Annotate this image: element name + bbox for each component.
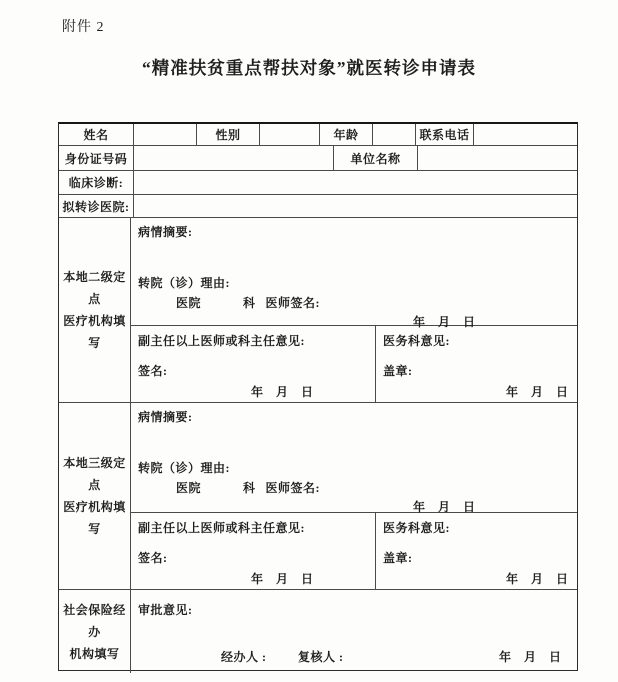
handler-label: 经办人 : [221,650,267,664]
date-label: 年 月 日 [251,572,314,586]
id-number-label: 身份证号码 [59,146,134,170]
secondary-side-label-line1: 本地二级定点 [63,270,126,306]
chief-opinion-label: 副主任以上医师或科主任意见: [138,334,305,348]
insurance-approval-cell [131,590,577,673]
secondary-chief-opinion-cell [131,326,376,402]
condition-summary-label: 病情摘要: [138,410,193,424]
phone-value-cell [474,124,577,145]
referral-hospital-value-cell [134,195,577,217]
secondary-institution-side-label [59,218,131,402]
age-label: 年龄 [320,124,373,145]
age-value-cell [373,124,416,145]
tertiary-condition-cell [131,403,577,513]
clinical-diagnosis-row [59,171,577,195]
id-number-value-cell [134,146,334,170]
tertiary-institution-content [131,403,577,589]
signature-label: 签名: [138,551,168,565]
department-label: 科 [243,296,256,310]
signature-label: 签名: [138,364,168,378]
unit-name-label: 单位名称 [334,146,418,170]
secondary-medical-dept-cell [376,326,577,402]
insurance-side-label-line2: 机构填写 [69,646,120,661]
approval-opinion-label: 审批意见: [138,603,193,617]
seal-label: 盖章: [383,551,413,565]
tertiary-institution-section [59,403,577,590]
basic-info-row-1 [59,124,577,146]
clinical-diagnosis-label: 临床诊断: [59,171,134,194]
gender-value-cell [260,124,320,145]
tertiary-opinion-row [131,513,577,589]
medical-dept-opinion-label: 医务科意见: [383,334,450,348]
insurance-agency-side-label [59,590,131,673]
date-label: 年 月 日 [506,385,569,399]
basic-info-row-2 [59,146,577,171]
date-label: 年 月 日 [499,650,562,664]
hospital-label: 医院 [176,296,202,310]
date-label: 年 月 日 [413,500,476,514]
doctor-signature-label: 医师签名: [265,481,321,495]
hospital-signature-line [176,479,320,496]
attachment-label: 附件 2 [62,20,105,35]
insurance-side-label-line1: 社会保险经办 [63,602,126,639]
chief-opinion-label: 副主任以上医师或科主任意见: [138,521,305,535]
date-label: 年 月 日 [251,385,314,399]
referral-hospital-label: 拟转诊医院: [59,195,134,217]
secondary-opinion-row [131,326,577,402]
date-label: 年 月 日 [506,572,569,586]
tertiary-institution-side-label [59,403,131,589]
tertiary-side-label-line1: 本地三级定点 [63,456,126,492]
doctor-signature-label: 医师签名: [265,296,321,310]
form-title: “精准扶贫重点帮扶对象”就医转诊申请表 [142,58,476,78]
clinical-diagnosis-value-cell [134,171,577,194]
condition-summary-label: 病情摘要: [138,225,193,239]
transfer-reason-label: 转院（诊）理由: [138,461,230,475]
phone-label: 联系电话 [416,124,474,145]
gender-label: 性别 [197,124,260,145]
secondary-institution-content [131,218,577,402]
secondary-condition-cell [131,218,577,329]
unit-name-value-cell [418,146,577,170]
referral-hospital-row [59,195,577,218]
tertiary-medical-dept-cell [376,513,577,589]
name-value-cell [134,124,197,145]
secondary-institution-section [59,218,577,403]
tertiary-side-label-line2: 医疗机构填写 [63,500,126,536]
transfer-reason-label: 转院（诊）理由: [138,276,230,290]
hospital-signature-line [176,294,320,311]
secondary-side-label-line2: 医疗机构填写 [63,314,126,350]
name-label: 姓名 [59,124,134,145]
hospital-label: 医院 [176,481,202,495]
reviewer-label: 复核人 : [298,650,344,664]
medical-dept-opinion-label: 医务科意见: [383,521,450,535]
department-label: 科 [243,481,256,495]
insurance-agency-section [59,590,577,673]
tertiary-chief-opinion-cell [131,513,376,589]
date-label: 年 月 日 [413,315,476,329]
referral-form-table [58,122,578,671]
seal-label: 盖章: [383,364,413,378]
